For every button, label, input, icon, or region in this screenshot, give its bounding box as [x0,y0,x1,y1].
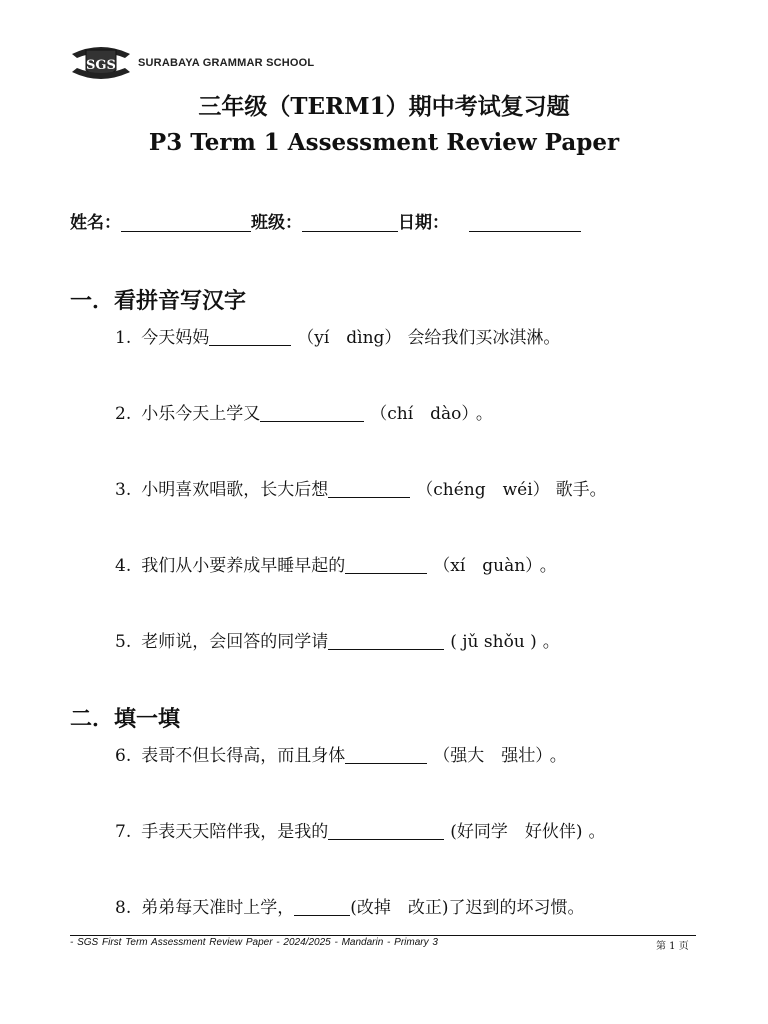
question-3: 3. 小明喜欢唱歌，长大后想 （chéng wéi） 歌手。 [115,480,607,500]
question-2: 2. 小乐今天上学又 （chí dào） 。 [115,404,493,424]
class-label: 班级： [251,213,302,233]
question-5: 5. 老师说，会回答的同学请 ( jǔ shǒu ) 。 [115,632,560,652]
title-chinese: 三年级（TERM1）期中考试复习题 [198,93,570,120]
footer-text: - SGS First Term Assessment Review Paper - 2024/2025 - Mandarin - Primary 3 [70,937,438,948]
answer-blank[interactable] [345,557,427,574]
question-1: 1. 今天妈妈 （yí dìng） 会给我们买冰淇淋。 [115,328,561,348]
school-logo [70,40,314,86]
answer-blank[interactable] [328,633,444,650]
answer-blank[interactable] [345,747,427,764]
school-crest-icon [70,40,132,86]
section-1-heading: 一．看拼音写汉字 [70,288,247,314]
question-8: 8. 弟弟每天准时上学， (改掉 改正)了迟到的坏习惯。 [115,898,585,918]
question-4: 4. 我们从小要养成早睡早起的 （xí guàn） 。 [115,556,557,576]
footer-divider [70,935,696,936]
answer-blank[interactable] [328,481,410,498]
school-name: SURABAYA GRAMMAR SCHOOL [138,57,315,69]
student-info-row [70,208,581,233]
section-2-heading: 二．填一填 [70,706,181,732]
answer-blank[interactable] [328,823,444,840]
name-label: 姓名： [70,213,121,233]
class-blank[interactable] [302,213,398,232]
answer-blank[interactable] [209,329,291,346]
question-7: 7. 手表天天陪伴我，是我的 (好同学 好伙伴) 。 [115,822,606,842]
answer-blank[interactable] [260,405,364,422]
page-number: 第 1 页 [656,941,689,952]
svg-text:SGS: SGS [86,58,116,73]
name-blank[interactable] [121,213,251,232]
title-english: P3 Term 1 Assessment Review Paper [148,129,620,156]
answer-blank[interactable] [294,899,350,916]
title-block [0,90,768,162]
date-blank[interactable] [469,213,581,232]
date-label: 日期： [398,213,449,233]
question-6: 6. 表哥不但长得高，而且身体 （强大 强壮） 。 [115,746,567,766]
